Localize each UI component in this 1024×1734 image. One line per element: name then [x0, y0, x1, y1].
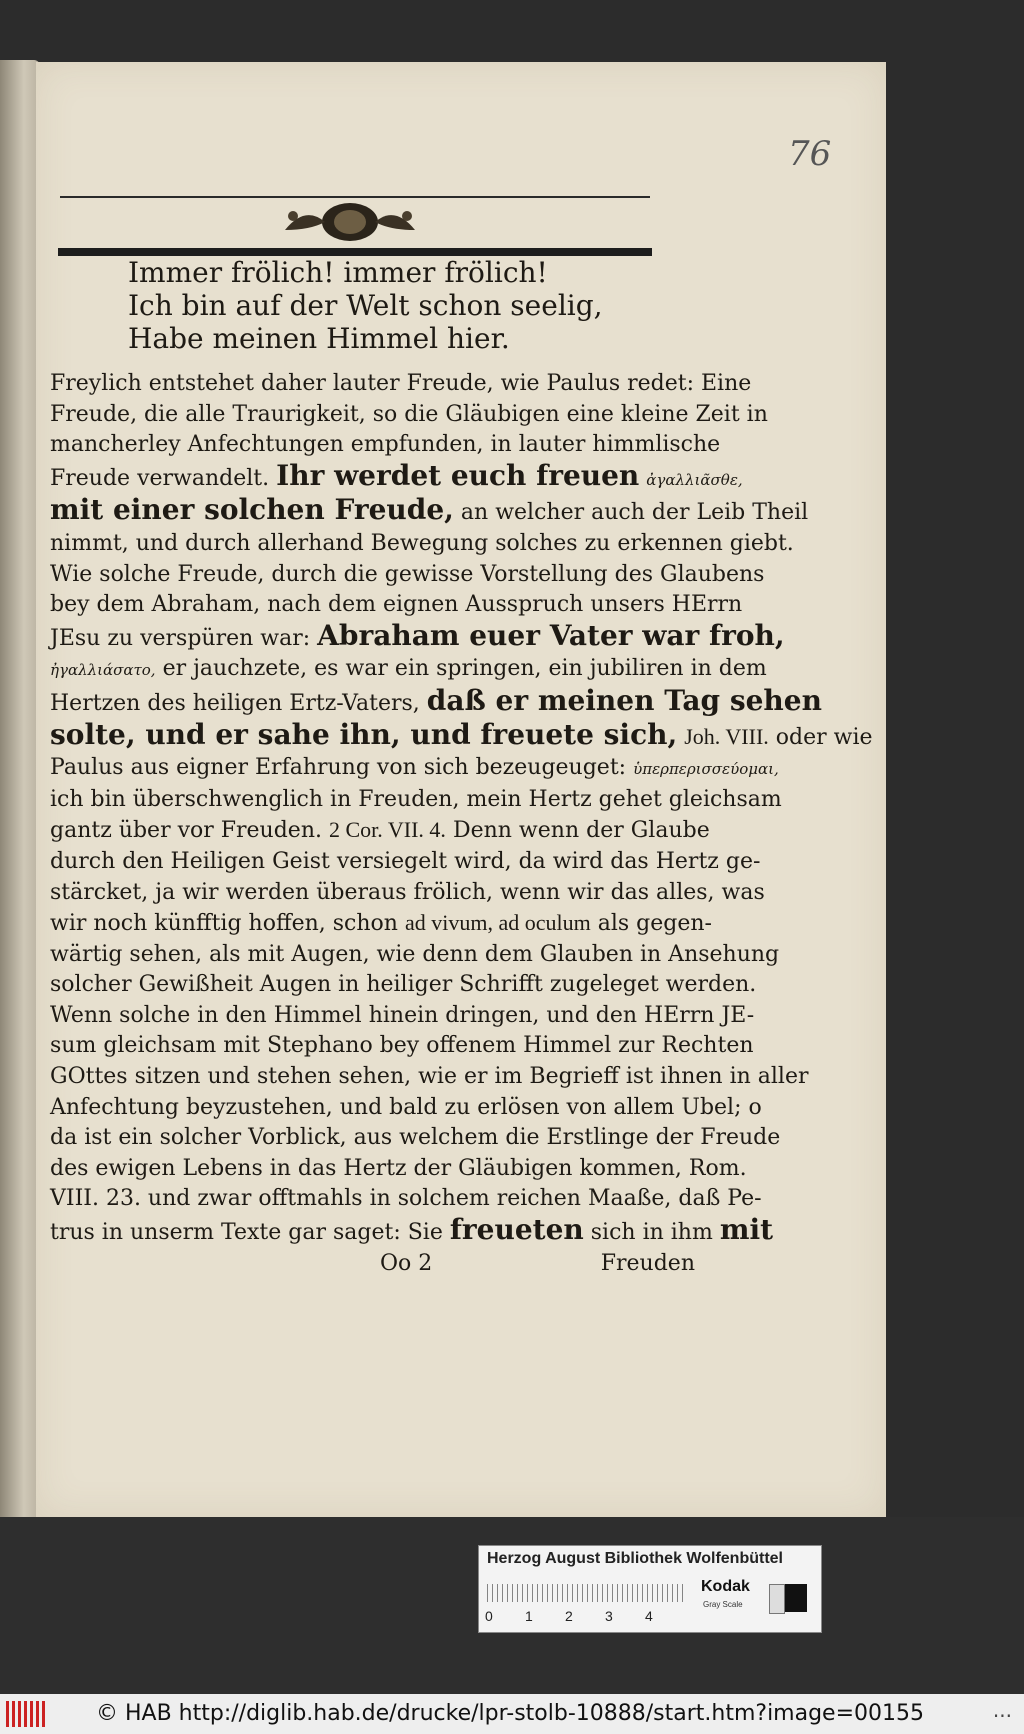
text-span: Hertzen des heiligen Ertz-Vaters,: [50, 690, 420, 716]
latin-reference: Joh. VIII.: [684, 723, 769, 749]
previous-page-edge: [0, 60, 40, 1520]
text-line: VIII. 23. und zwar offtmahls in solchem reichen Maaße, daß Pe-: [50, 1186, 762, 1212]
emphasis-text: Abraham euer Vater war froh,: [317, 618, 785, 652]
ruler-number: 3: [605, 1608, 613, 1624]
body-text: [50, 369, 873, 1279]
emphasis-text: mit einer solchen Freude,: [50, 493, 454, 527]
footer-bar: [0, 1694, 1024, 1734]
black-swatch: [785, 1584, 807, 1612]
ruler-number: 1: [525, 1608, 533, 1624]
text-line: [50, 717, 873, 754]
verse-line: Ich bin auf der Welt schon seelig,: [128, 289, 603, 322]
text-line: Anfechtung beyzustehen, und bald zu erlösen von allem Ubel; o: [50, 1094, 762, 1120]
text-span: gantz über vor Freuden.: [50, 818, 322, 844]
latin-phrase: ad vivum, ad oculum: [404, 910, 591, 936]
emphasis-text: freueten: [449, 1213, 584, 1247]
ornament-icon: [275, 200, 425, 244]
text-span: JEsu zu verspüren war:: [50, 625, 311, 651]
text-span: Denn wenn der Glaube: [452, 818, 710, 844]
text-line: [50, 908, 712, 940]
text-span: als gegen-: [597, 911, 712, 937]
text-line: bey dem Abraham, nach dem eignen Ausspruch unsers HErrn: [50, 592, 743, 618]
ruler-number: 4: [645, 1608, 653, 1624]
text-line: [50, 815, 710, 847]
text-line: sum gleichsam mit Stephano bey offenem Himmel zur Rechten: [50, 1033, 754, 1059]
text-line: [50, 654, 767, 686]
more-options-icon[interactable]: ...: [992, 1698, 1012, 1722]
text-span: trus in unserm Texte gar saget: Sie: [50, 1220, 443, 1246]
header-rule-top: [60, 196, 650, 198]
emphasis-text: solte, und er sahe ihn, und freuete sich,: [50, 717, 678, 751]
text-span: Paulus aus eigner Erfahrung von sich bezeugeuget:: [50, 755, 627, 781]
greek-word: ἠγαλλιάσατο,: [50, 661, 156, 680]
text-line: GOttes sitzen und stehen sehen, wie er im Begrieff ist ihnen in aller: [50, 1064, 809, 1090]
ruler-scale: [487, 1584, 687, 1602]
ruler-number: 0: [485, 1608, 493, 1624]
text-line: des ewigen Lebens in das Hertz der Gläubigen kommen, Rom.: [50, 1155, 747, 1181]
catchline: [50, 1249, 695, 1279]
header-rule-bottom: [58, 248, 652, 256]
hab-logo-icon: [6, 1701, 48, 1727]
footer-copyright-link[interactable]: © HAB http://diglib.hab.de/drucke/lpr-stolb-10888/start.htm?image=00155: [96, 1701, 925, 1726]
emphasis-text: mit: [719, 1213, 774, 1247]
ruler-numbers: [485, 1608, 685, 1624]
text-line: mancherley Anfechtungen empfunden, in lauter himmlische: [50, 432, 721, 458]
text-span: Freude verwandelt.: [50, 465, 270, 491]
verse: [128, 256, 695, 355]
latin-reference: 2 Cor. VII. 4.: [329, 817, 446, 843]
text-line: da ist ein solcher Vorblick, aus welchem die Erstlinge der Freude: [50, 1125, 781, 1151]
text-line: solcher Gewißheit Augen in heiliger Schrifft zugeleget werden.: [50, 972, 757, 998]
greek-word: ἀγαλλιᾶσθε,: [646, 470, 743, 489]
catchword: Freuden: [600, 1250, 695, 1276]
emphasis-text: daß er meinen Tag sehen: [426, 683, 822, 717]
text-line: Freude, die alle Traurigkeit, so die Gläubigen eine kleine Zeit in: [50, 401, 768, 427]
library-color-card: [478, 1545, 822, 1633]
text-span: wir noch künfftig hoffen, schon: [50, 911, 398, 937]
text-line: ich bin überschwenglich in Freuden, mein Hertz gehet gleichsam: [50, 786, 782, 812]
emphasis-text: Ihr werdet euch freuen: [276, 458, 640, 492]
text-line: stärcket, ja wir werden überaus frölich, wenn wir das alles, was: [50, 879, 765, 905]
text-line: [50, 618, 785, 655]
greek-word: ὑπερπερισσεύομαι,: [633, 760, 779, 779]
text-span: oder wie: [775, 724, 873, 750]
kodak-logo: Kodak: [701, 1578, 750, 1595]
text-span: sich in ihm: [590, 1220, 713, 1246]
text-span: er jauchzete, es war ein springen, ein jubiliren in dem: [162, 656, 767, 682]
text-line: wärtig sehen, als mit Augen, wie denn dem Glauben in Ansehung: [50, 941, 780, 967]
text-line: [50, 458, 743, 496]
ruler-number: 2: [565, 1608, 573, 1624]
verse-line: Habe meinen Himmel hier.: [128, 322, 510, 355]
text-line: Freylich entstehet daher lauter Freude, wie Paulus redet: Eine: [50, 371, 752, 396]
signature-mark: Oo 2: [380, 1250, 433, 1276]
verse-line: Immer frölich! immer frölich!: [128, 256, 548, 289]
text-line: nimmt, und durch allerhand Bewegung solches zu erkennen giebt.: [50, 530, 794, 556]
text-line: [50, 493, 809, 529]
page-text: [50, 256, 873, 1279]
text-line: Wenn solche in den Himmel hinein dringen, und den HErrn JE-: [50, 1002, 755, 1028]
gray-swatch: [769, 1584, 785, 1614]
page-number: 76: [788, 134, 832, 174]
gray-scale-label: Gray Scale: [703, 1600, 743, 1609]
library-name: Herzog August Bibliothek Wolfenbüttel: [487, 1550, 783, 1567]
text-line: durch den Heiligen Geist versiegelt wird, da wird das Hertz ge-: [50, 848, 761, 874]
text-line: [50, 753, 779, 785]
text-line: Wie solche Freude, durch die gewisse Vorstellung des Glaubens: [50, 561, 765, 587]
text-span: an welcher auch der Leib Theil: [460, 500, 809, 526]
text-line: [50, 1213, 774, 1249]
text-line: [50, 683, 822, 720]
